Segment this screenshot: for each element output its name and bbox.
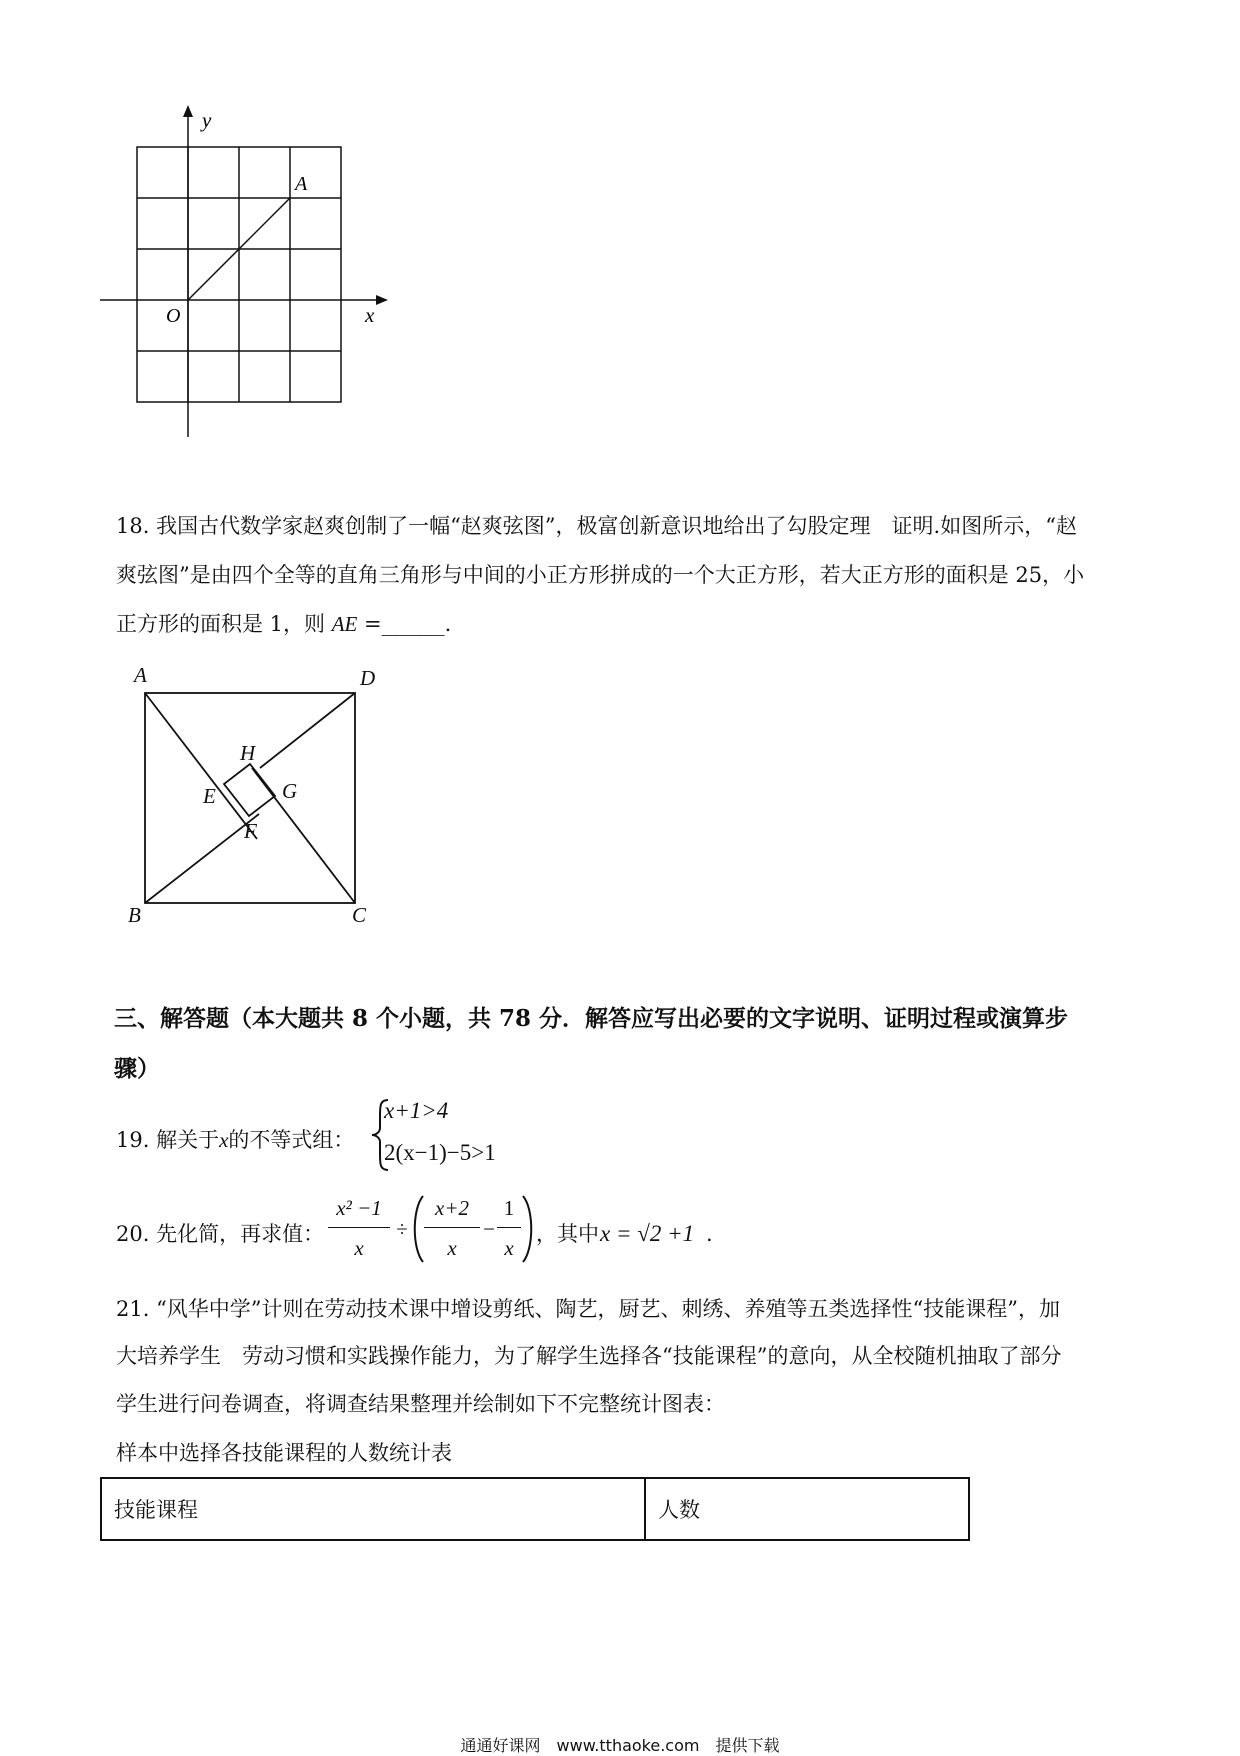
label-a: A xyxy=(295,173,308,195)
q21-line3: 学生进行问卷调查，将调查结果整理并绘制如下不完整统计图表： xyxy=(116,1392,725,1416)
table-header-count: 人数 xyxy=(645,1478,969,1540)
label-x: x xyxy=(365,303,375,327)
page-footer: 通通好课网 www.tthaoke.com 提供下载 xyxy=(460,1736,780,1755)
frac1-bar xyxy=(328,1227,390,1228)
q20-prefix: 20. 先化简，再求值： xyxy=(116,1222,325,1246)
division-sign: ÷ xyxy=(396,1217,408,1241)
table-caption: 样本中选择各技能课程的人数统计表 xyxy=(116,1441,452,1465)
right-paren xyxy=(520,1194,536,1264)
label-o: O xyxy=(166,305,181,327)
label-C: C xyxy=(352,903,367,927)
frac3-numerator: 1 xyxy=(503,1196,515,1220)
frac1-numerator: x² −1 xyxy=(336,1196,382,1220)
label-E: E xyxy=(203,784,216,808)
frac2-bar xyxy=(424,1227,480,1228)
q18-line3: 正方形的面积是 1，则 AE =______. xyxy=(116,612,452,636)
q20-end: . xyxy=(706,1222,713,1246)
q19-inequality-2: 2(x−1)−5>1 xyxy=(384,1140,496,1165)
q18-line1: 18. 我国古代数学家赵爽创制了一幅“赵爽弦图”，极富创新意识地给出了勾股定理 证明.如图所示，“赵 xyxy=(116,514,1077,538)
label-D: D xyxy=(360,666,376,690)
label-H: H xyxy=(240,741,256,765)
q18-line2: 爽弦图”是由四个全等的直角三角形与中间的小正方形拼成的一个大正方形，若大正方形的面积是 25，小 xyxy=(116,563,1085,587)
q21-line2: 大培养学生 劳动习惯和实践操作能力，为了解学生选择各“技能课程”的意向，从全校随机抽取了部分 xyxy=(116,1344,1062,1368)
label-y: y xyxy=(202,108,212,132)
frac1-denominator: x xyxy=(354,1236,364,1260)
table-header-row xyxy=(101,1478,969,1540)
coordinate-grid-figure xyxy=(100,105,400,445)
section3-heading-line2: 骤） xyxy=(114,1055,160,1082)
frac3-denominator: x xyxy=(504,1236,514,1260)
skills-course-table xyxy=(100,1477,970,1541)
q19-inequality-1: x+1>4 xyxy=(384,1098,449,1123)
frac3-bar xyxy=(497,1227,521,1228)
table-header-course: 技能课程 xyxy=(101,1478,645,1540)
label-A: A xyxy=(134,663,147,687)
label-B: B xyxy=(128,903,141,927)
q20-mid: ，其中 xyxy=(536,1222,599,1246)
frac2-numerator: x+2 xyxy=(435,1196,469,1220)
section3-heading-line1: 三、解答题（本大题共 8 个小题，共 78 分．解答应写出必要的文字说明、证明过程或演算步 xyxy=(114,1005,1069,1032)
label-F: F xyxy=(244,819,257,843)
minus-sign: − xyxy=(483,1217,495,1241)
label-G: G xyxy=(282,779,298,803)
q20-value: x = √2 +1 xyxy=(600,1221,695,1246)
q21-line1: 21. “风华中学”计则在劳动技术课中增设剪纸、陶艺，厨艺、刺绣、养殖等五类选择性“技能课程”，加 xyxy=(116,1297,1061,1321)
q19-text: 19. 解关于x的不等式组： xyxy=(116,1128,355,1152)
zhao-shuang-figure xyxy=(120,660,420,930)
frac2-denominator: x xyxy=(447,1236,457,1260)
